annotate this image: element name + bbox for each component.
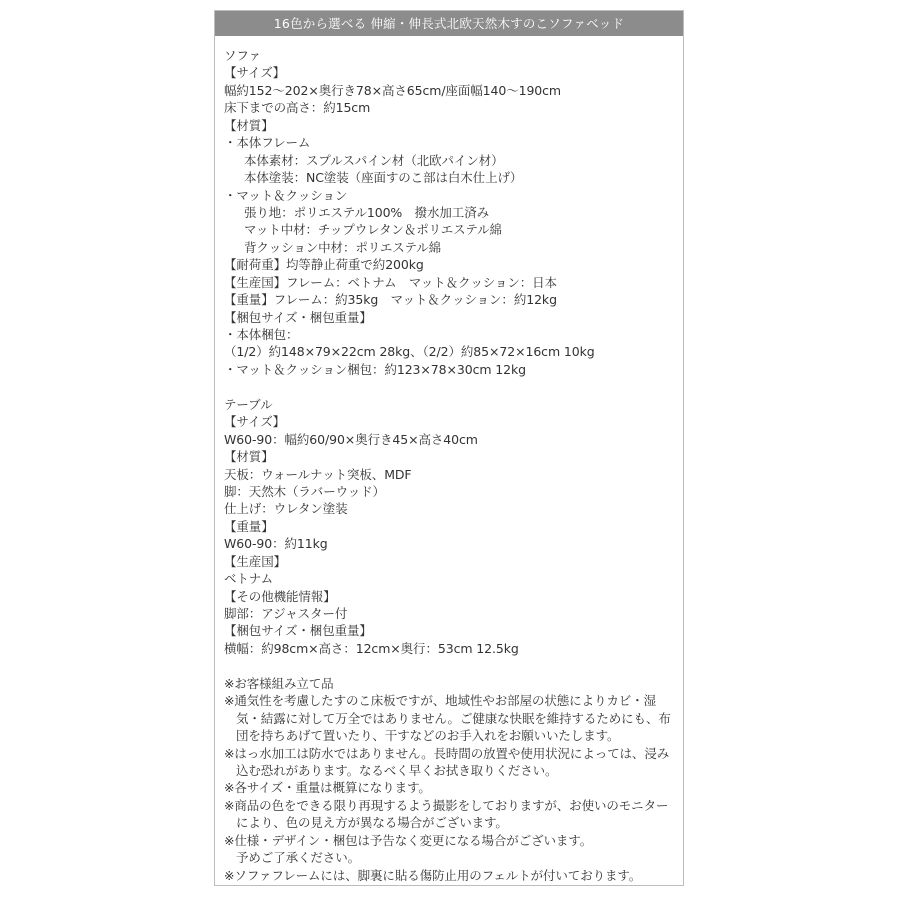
sofa-material-label: 【材質】 — [224, 117, 274, 133]
sofa-mat-label: ・マット＆クッション — [224, 187, 348, 203]
table-top-material: 天板：ウォールナット突板、MDF — [224, 466, 412, 482]
sofa-heading: ソファ — [224, 48, 261, 63]
table-package: 横幅：約98cm×高さ：12cm×奥行：53cm 12.5kg — [224, 640, 519, 656]
spec-body — [215, 36, 683, 884]
table-size-label: 【サイズ】 — [224, 414, 286, 430]
note-spec-change-cont: 予めご了承ください。 — [236, 850, 361, 866]
table-other: 脚部：アジャスター付 — [224, 606, 348, 621]
sofa-mat-filling: マット中材：チップウレタン＆ポリエステル綿 — [244, 222, 502, 238]
sofa-back-cushion: 背クッション中材：ポリエステル綿 — [244, 239, 442, 255]
sofa-frame-label: ・本体フレーム — [224, 135, 311, 151]
note-ventilation-cont: 気・結露に対して万全ではありません。ご健康な快眠を維持するためにも、布 — [236, 710, 671, 726]
note-color: ※商品の色をできる限り再現するよう撮影をしておりますが、お使いのモニター — [224, 797, 669, 813]
sofa-frame-material: 本体素材：スプルスパイン材（北欧パイン材） — [244, 152, 504, 168]
table-section — [224, 396, 683, 658]
table-origin-label: 【生産国】 — [224, 553, 287, 569]
sofa-floor-height: 床下までの高さ：約15cm — [224, 100, 371, 116]
note-approximate: ※各サイズ・重量は概算になります。 — [224, 780, 431, 796]
note-ventilation: ※通気性を考慮したすのこ床板ですが、地域性やお部屋の状態によりカビ・湿 — [224, 693, 656, 709]
spacer — [224, 657, 683, 674]
table-finish: 仕上げ：ウレタン塗装 — [224, 501, 348, 517]
note-felt: ※ソファフレームには、脚裏に貼る傷防止用のフェルトが付いております。 — [224, 867, 642, 883]
table-package-label: 【梱包サイズ・梱包重量】 — [224, 623, 372, 639]
table-leg-material: 脚：天然木（ラバーウッド） — [224, 483, 385, 499]
notes-section — [224, 675, 683, 884]
sofa-size-label: 【サイズ】 — [224, 65, 286, 81]
sofa-package-mat: ・マット＆クッション梱包：約123×78×30cm 12kg — [224, 361, 526, 377]
note-spec-change: ※仕様・デザイン・梱包は予告なく変更になる場合がございます。 — [224, 832, 593, 848]
table-other-label: 【その他機能情報】 — [224, 588, 336, 604]
sofa-package-body: （1/2）約148×79×22cm 28kg、（2/2）約85×72×16cm 10kg — [224, 344, 595, 360]
sofa-section — [224, 47, 683, 378]
sofa-origin: 【生産国】フレーム：ベトナム マット＆クッション：日本 — [224, 274, 557, 290]
sofa-size: 幅約152～202×奥行き78×高さ65cm/座面幅140～190cm — [224, 82, 562, 98]
spec-title: 16色から選べる 伸縮・伸長式北欧天然木すのこソファベッド — [215, 11, 683, 36]
sofa-load: 【耐荷重】均等静止荷重で約200kg — [224, 257, 424, 273]
table-weight: W60-90：約11kg — [224, 536, 328, 552]
note-water-repellent: ※はっ水加工は防水ではありません。長時間の放置や使用状況によっては、浸み — [224, 745, 670, 761]
table-material-label: 【材質】 — [224, 449, 274, 465]
sofa-frame-finish: 本体塗装：NC塗装（座面すのこ部は白木仕上げ） — [244, 170, 523, 186]
sofa-weight: 【重量】フレーム：約35kg マット＆クッション：約12kg — [224, 292, 557, 308]
note-color-cont: により、色の見え方が異なる場合がございます。 — [236, 815, 508, 831]
note-ventilation-cont: 団を持ちあげて置いたり、干すなどのお手入れをお願いいたします。 — [236, 728, 620, 744]
table-heading: テーブル — [224, 396, 273, 412]
table-origin: ベトナム — [224, 571, 273, 587]
sofa-upholstery: 張り地：ポリエステル100% 撥水加工済み — [244, 204, 490, 220]
spacer — [224, 378, 683, 395]
table-size: W60-90：幅約60/90×奥行き45×高さ40cm — [224, 431, 478, 447]
note-water-repellent-cont: 込む恐れがあります。なるべく早くお拭き取りください。 — [236, 762, 558, 778]
sofa-package-label: 【梱包サイズ・梱包重量】 — [224, 309, 372, 325]
spec-sheet — [214, 10, 684, 886]
note-assembly: ※お客様組み立て品 — [224, 675, 334, 691]
table-weight-label: 【重量】 — [224, 518, 274, 534]
sofa-package-body-label: ・本体梱包： — [224, 327, 299, 342]
